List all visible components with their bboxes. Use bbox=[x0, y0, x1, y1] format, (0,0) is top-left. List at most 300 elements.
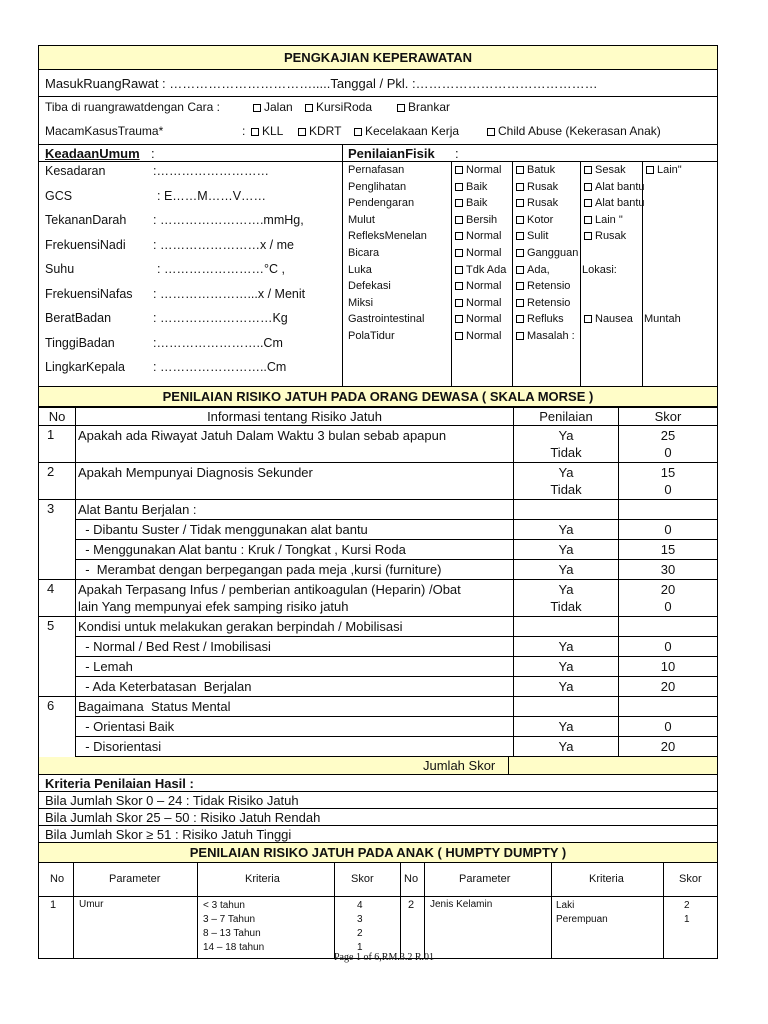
vital-label: TinggiBadan bbox=[45, 335, 115, 350]
morse-table bbox=[38, 407, 718, 757]
morse-title: PENILAIAN RISIKO JATUH PADA ORANG DEWASA ( SKALA MORSE ) bbox=[38, 387, 718, 407]
form-title: PENGKAJIAN KEPERAWATAN bbox=[38, 45, 718, 70]
morse-info bbox=[76, 677, 514, 697]
morse-no bbox=[39, 737, 76, 757]
keadaan-colon: : bbox=[151, 146, 155, 161]
humpty-kriteria-list bbox=[203, 899, 264, 955]
morse-row bbox=[39, 520, 718, 540]
morse-row bbox=[39, 657, 718, 677]
morse-penilaian[interactable] bbox=[514, 677, 619, 697]
vital-value-field[interactable]: : …………………….mmHg, bbox=[153, 213, 304, 227]
fisik-label: RefleksMenelan bbox=[348, 230, 427, 243]
fisik-option-label: Retensio bbox=[527, 296, 571, 309]
morse-skor bbox=[619, 463, 718, 500]
morse-row bbox=[39, 426, 718, 463]
morse-penilaian-option: Tidak bbox=[550, 599, 582, 614]
morse-penilaian-option bbox=[515, 501, 617, 518]
arrival-option-kursiroda[interactable]: KursiRoda bbox=[303, 100, 372, 114]
vital-value-field[interactable]: :……………………..Cm bbox=[153, 335, 283, 350]
humpty-kriteria2-list bbox=[556, 899, 608, 927]
fisik-option-c bbox=[582, 264, 617, 276]
fisik-option-a[interactable] bbox=[453, 181, 487, 193]
admission-row bbox=[38, 70, 718, 97]
vital-label: GCS bbox=[45, 188, 73, 203]
kriteria-line: Bila Jumlah Skor 25 – 50 : Risiko Jatuh Rendah bbox=[45, 810, 321, 825]
humpty-header-no: No bbox=[50, 873, 65, 885]
morse-info bbox=[76, 500, 514, 520]
morse-info-line: - Disorientasi bbox=[78, 739, 162, 754]
humpty-skor2-list bbox=[684, 899, 690, 927]
morse-penilaian[interactable] bbox=[514, 560, 619, 580]
checkbox-icon bbox=[516, 166, 524, 174]
morse-penilaian[interactable] bbox=[514, 520, 619, 540]
humpty-list-item: 3 – 7 Tahun bbox=[203, 914, 256, 925]
morse-penilaian[interactable] bbox=[514, 697, 619, 717]
morse-skor bbox=[619, 540, 718, 560]
fisik-option-label: Normal bbox=[466, 247, 502, 259]
trauma-option-kdrt[interactable]: KDRT bbox=[296, 124, 341, 138]
vital-label: Kesadaran bbox=[45, 164, 106, 178]
fisik-option-c[interactable] bbox=[582, 214, 623, 226]
morse-penilaian[interactable] bbox=[514, 540, 619, 560]
morse-info-line: Apakah Terpasang Infus / pemberian antikoagulan (Heparin) /Obat bbox=[78, 582, 461, 597]
fisik-option-label: Rusak bbox=[527, 197, 559, 210]
morse-penilaian-option: Ya bbox=[558, 639, 574, 654]
kriteria-heading: Kriteria Penilaian Hasil : bbox=[45, 776, 194, 791]
morse-penilaian-option: Ya bbox=[558, 428, 574, 443]
morse-penilaian-option: Ya bbox=[558, 582, 574, 597]
vital-label: BeratBadan bbox=[45, 311, 112, 325]
vital-value-field[interactable]: :……………………… bbox=[153, 164, 269, 178]
checkbox-icon bbox=[516, 299, 524, 307]
humpty-header-parameter2: Parameter bbox=[459, 873, 511, 885]
checkbox-icon bbox=[516, 266, 524, 274]
humpty-header-parameter: Parameter bbox=[109, 873, 161, 885]
checkbox-icon bbox=[455, 266, 463, 274]
morse-penilaian-option: Ya bbox=[558, 719, 574, 734]
morse-info-line bbox=[78, 444, 512, 461]
humpty-no2: 2 bbox=[408, 899, 415, 911]
humpty-list-item: 2 bbox=[357, 928, 363, 939]
penilaian-fisik-heading: PenilaianFisik bbox=[348, 146, 435, 161]
morse-skor bbox=[619, 617, 718, 637]
jumlah-skor-label: Jumlah Skor bbox=[423, 758, 496, 773]
morse-row bbox=[39, 540, 718, 560]
fisik-option-label: Muntah bbox=[644, 313, 681, 326]
morse-penilaian-option: Ya bbox=[558, 465, 574, 480]
humpty-header-skor2: Skor bbox=[679, 873, 702, 885]
fisik-option-d bbox=[644, 313, 681, 325]
morse-no bbox=[39, 540, 76, 560]
fisik-option-label: Lain " bbox=[595, 213, 623, 226]
morse-skor bbox=[619, 657, 718, 677]
fisik-option-c[interactable] bbox=[582, 197, 645, 209]
fisik-option-label: Gangguan bbox=[527, 247, 579, 259]
morse-no bbox=[39, 717, 76, 737]
checkbox-icon bbox=[584, 232, 592, 240]
checkbox-icon bbox=[516, 282, 524, 290]
morse-penilaian[interactable] bbox=[514, 717, 619, 737]
morse-info-line: Alat Bantu Berjalan : bbox=[78, 502, 197, 517]
morse-penilaian-option: Tidak bbox=[550, 482, 582, 497]
morse-skor-value: 20 bbox=[660, 679, 676, 694]
kriteria-row-3 bbox=[38, 826, 718, 843]
checkbox-icon bbox=[305, 104, 313, 112]
vital-label: LingkarKepala bbox=[45, 360, 125, 374]
morse-no: 1 bbox=[39, 426, 76, 463]
checkbox-icon bbox=[516, 199, 524, 207]
morse-row bbox=[39, 463, 718, 500]
morse-skor-value: 25 bbox=[660, 428, 676, 443]
morse-info-line: - Normal / Bed Rest / Imobilisasi bbox=[78, 639, 271, 654]
morse-skor-value: 0 bbox=[664, 482, 672, 497]
humpty-list-item: Laki bbox=[556, 900, 575, 911]
fisik-option-a[interactable] bbox=[453, 247, 501, 259]
vital-value-field[interactable]: : ……………………..Cm bbox=[153, 360, 287, 374]
morse-info bbox=[76, 657, 514, 677]
fisik-option-label: Bersih bbox=[466, 213, 498, 226]
morse-skor-value: 30 bbox=[660, 562, 676, 577]
humpty-skor-list bbox=[357, 899, 363, 955]
fisik-colon: : bbox=[455, 146, 459, 161]
morse-penilaian[interactable] bbox=[514, 500, 619, 520]
morse-penilaian-option: Tidak bbox=[550, 445, 582, 460]
checkbox-icon bbox=[397, 104, 405, 112]
morse-skor-value: 0 bbox=[664, 445, 672, 460]
humpty-header-kriteria: Kriteria bbox=[245, 873, 280, 885]
fisik-label: PolaTidur bbox=[348, 330, 395, 342]
checkbox-icon bbox=[584, 216, 592, 224]
fisik-option-label: Sesak bbox=[595, 164, 626, 176]
fisik-label: Pernafasan bbox=[348, 164, 405, 176]
humpty-list-item: Perempuan bbox=[556, 914, 608, 925]
morse-no bbox=[39, 560, 76, 580]
morse-skor-value: 15 bbox=[660, 465, 676, 480]
checkbox-icon bbox=[646, 166, 654, 174]
morse-row bbox=[39, 617, 718, 637]
morse-info bbox=[76, 463, 514, 500]
fisik-option-a[interactable] bbox=[453, 330, 501, 342]
fisik-option-label: Normal bbox=[466, 280, 502, 293]
morse-info bbox=[76, 540, 514, 560]
morse-penilaian-option bbox=[515, 698, 617, 715]
vital-value-field[interactable]: : E……M……V…… bbox=[157, 188, 267, 203]
checkbox-icon bbox=[455, 166, 463, 174]
fisik-option-c[interactable] bbox=[582, 313, 633, 325]
humpty-data-row bbox=[38, 897, 718, 959]
kriteria-line: Bila Jumlah Skor ≥ 51 : Risiko Jatuh Tinggi bbox=[45, 827, 292, 842]
fisik-option-label: Ada, bbox=[527, 263, 550, 276]
morse-skor bbox=[619, 580, 718, 617]
checkbox-icon bbox=[584, 199, 592, 207]
checkbox-icon bbox=[584, 166, 592, 174]
fisik-option-label: Sulit bbox=[527, 230, 549, 243]
fisik-option-label: Masalah : bbox=[527, 330, 575, 342]
fisik-option-b[interactable] bbox=[514, 164, 555, 176]
fisik-option-a[interactable] bbox=[453, 297, 501, 309]
morse-skor-value: 20 bbox=[660, 582, 676, 597]
vital-label: TekananDarah bbox=[45, 213, 127, 227]
morse-row bbox=[39, 677, 718, 697]
fisik-option-b[interactable] bbox=[514, 264, 550, 276]
fisik-option-label: Normal bbox=[466, 330, 502, 342]
fisik-option-label: Lokasi: bbox=[582, 263, 617, 276]
trauma-option-kecelakaan[interactable]: Kecelakaan Kerja bbox=[352, 124, 459, 138]
trauma-option-child-abuse[interactable]: Child Abuse (Kekerasan Anak) bbox=[485, 124, 661, 138]
checkbox-icon bbox=[516, 232, 524, 240]
checkbox-icon bbox=[455, 299, 463, 307]
checkbox-icon bbox=[455, 332, 463, 340]
morse-penilaian-option: Ya bbox=[558, 522, 574, 537]
morse-skor-value: 0 bbox=[664, 522, 672, 537]
checkbox-icon bbox=[516, 183, 524, 191]
fisik-option-label: Alat bantu bbox=[595, 197, 645, 210]
fisik-option-label: Batuk bbox=[527, 164, 556, 176]
fisik-option-label: Normal bbox=[466, 230, 502, 243]
checkbox-icon bbox=[516, 332, 524, 340]
morse-penilaian-option: Ya bbox=[558, 659, 574, 674]
humpty-parameter: Umur bbox=[79, 899, 104, 910]
humpty-header-no2: No bbox=[404, 873, 419, 885]
morse-info bbox=[76, 737, 514, 757]
fisik-option-a[interactable] bbox=[453, 214, 497, 226]
checkbox-icon bbox=[584, 315, 592, 323]
jumlah-skor-row bbox=[38, 757, 718, 775]
fisik-option-c[interactable] bbox=[582, 181, 645, 193]
fisik-option-label: Rusak bbox=[527, 180, 559, 193]
vital-value-field[interactable]: : ………………………Kg bbox=[153, 311, 288, 325]
humpty-list-item: 8 – 13 Tahun bbox=[203, 928, 261, 939]
checkbox-icon bbox=[516, 315, 524, 323]
morse-no: 5 bbox=[39, 617, 76, 637]
checkbox-icon bbox=[455, 249, 463, 257]
morse-skor bbox=[619, 500, 718, 520]
vital-label: FrekuensiNadi bbox=[45, 237, 126, 252]
checkbox-icon bbox=[354, 128, 362, 136]
fisik-option-b[interactable] bbox=[514, 280, 570, 292]
kriteria-row-2 bbox=[38, 809, 718, 826]
checkbox-icon bbox=[455, 199, 463, 207]
morse-penilaian[interactable] bbox=[514, 426, 619, 463]
morse-row bbox=[39, 560, 718, 580]
fisik-option-a[interactable] bbox=[453, 313, 501, 325]
morse-penilaian-option: Ya bbox=[558, 542, 574, 557]
morse-penilaian[interactable] bbox=[514, 637, 619, 657]
fisik-option-label: Normal bbox=[466, 313, 502, 326]
morse-info-line: - Dibantu Suster / Tidak menggunakan alat bantu bbox=[78, 522, 368, 537]
humpty-no: 1 bbox=[50, 899, 57, 911]
morse-info-line: Apakah Mempunyai Diagnosis Sekunder bbox=[78, 465, 313, 480]
checkbox-icon bbox=[251, 128, 259, 136]
morse-info-line: - Menggunakan Alat bantu : Kruk / Tongkat , Kursi Roda bbox=[78, 542, 406, 557]
fisik-option-label: Alat bantu bbox=[595, 180, 645, 193]
fisik-label: Gastrointestinal bbox=[348, 313, 425, 326]
fisik-option-b[interactable] bbox=[514, 297, 570, 309]
morse-no bbox=[39, 657, 76, 677]
fisik-option-b[interactable] bbox=[514, 230, 548, 242]
morse-info-line: lain Yang mempunyai efek samping risiko jatuh bbox=[78, 599, 349, 614]
morse-row bbox=[39, 580, 718, 617]
fisik-option-b[interactable] bbox=[514, 197, 558, 209]
morse-skor-value: 0 bbox=[664, 639, 672, 654]
assessment-form bbox=[38, 45, 718, 959]
arrival-label: Tiba di ruangrawatdengan Cara : bbox=[45, 100, 220, 114]
humpty-list-item: 2 bbox=[684, 900, 690, 911]
morse-penilaian[interactable] bbox=[514, 463, 619, 500]
fisik-option-a[interactable] bbox=[453, 264, 506, 276]
kriteria-line: Bila Jumlah Skor 0 – 24 : Tidak Risiko Jatuh bbox=[45, 793, 299, 808]
morse-penilaian[interactable] bbox=[514, 737, 619, 757]
fisik-option-a[interactable] bbox=[453, 280, 501, 292]
morse-skor bbox=[619, 677, 718, 697]
vital-value-field[interactable]: : ……………………°C , bbox=[157, 262, 285, 276]
fisik-label: Mulut bbox=[348, 213, 375, 226]
fisik-option-a[interactable] bbox=[453, 197, 487, 209]
morse-info bbox=[76, 520, 514, 540]
morse-no: 4 bbox=[39, 580, 76, 617]
morse-penilaian-option: Ya bbox=[558, 562, 574, 577]
morse-penilaian[interactable] bbox=[514, 580, 619, 617]
morse-info-line: - Ada Keterbatasan Berjalan bbox=[78, 679, 252, 694]
fisik-label: Luka bbox=[348, 263, 372, 276]
humpty-parameter2: Jenis Kelamin bbox=[430, 899, 493, 910]
morse-no: 6 bbox=[39, 697, 76, 717]
morse-penilaian[interactable] bbox=[514, 617, 619, 637]
morse-skor bbox=[619, 637, 718, 657]
fisik-option-label: Baik bbox=[466, 180, 488, 193]
humpty-title: PENILAIAN RISIKO JATUH PADA ANAK ( HUMPTY DUMPTY ) bbox=[38, 843, 718, 863]
fisik-option-label: Retensio bbox=[527, 280, 571, 293]
fisik-option-c[interactable] bbox=[582, 164, 626, 176]
morse-info-line: - Orientasi Baik bbox=[78, 719, 175, 734]
vitals-section bbox=[38, 145, 718, 387]
morse-skor bbox=[619, 717, 718, 737]
humpty-list-item: 3 bbox=[357, 914, 363, 925]
checkbox-icon bbox=[455, 216, 463, 224]
fisik-label: Bicara bbox=[348, 247, 380, 259]
morse-no: 3 bbox=[39, 500, 76, 520]
humpty-list-item: < 3 tahun bbox=[203, 900, 245, 911]
morse-header-info: Informasi tentang Risiko Jatuh bbox=[76, 408, 514, 426]
kriteria-heading-row bbox=[38, 775, 718, 792]
morse-skor-value: 20 bbox=[660, 739, 676, 754]
morse-no bbox=[39, 520, 76, 540]
fisik-option-a[interactable] bbox=[453, 164, 501, 176]
morse-skor-value: 15 bbox=[660, 542, 676, 557]
morse-penilaian[interactable] bbox=[514, 657, 619, 677]
checkbox-icon bbox=[455, 232, 463, 240]
arrival-option-brankar[interactable]: Brankar bbox=[395, 100, 450, 114]
fisik-label: Pendengaran bbox=[348, 197, 415, 210]
morse-skor-value bbox=[620, 698, 716, 715]
morse-info bbox=[76, 580, 514, 617]
checkbox-icon bbox=[516, 216, 524, 224]
morse-info bbox=[76, 697, 514, 717]
morse-skor bbox=[619, 520, 718, 540]
morse-row bbox=[39, 500, 718, 520]
fisik-option-label: Rusak bbox=[595, 230, 627, 243]
morse-skor bbox=[619, 560, 718, 580]
kriteria-row-1 bbox=[38, 792, 718, 809]
morse-row bbox=[39, 697, 718, 717]
humpty-list-item: 4 bbox=[357, 900, 363, 911]
humpty-list-item: 14 – 18 tahun bbox=[203, 942, 265, 953]
morse-header-no: No bbox=[39, 408, 76, 426]
morse-no bbox=[39, 677, 76, 697]
fisik-option-label: Normal bbox=[466, 164, 502, 176]
morse-skor bbox=[619, 426, 718, 463]
vital-value-field[interactable]: : …………………...x / Menit bbox=[153, 286, 306, 301]
humpty-header-kriteria2: Kriteria bbox=[589, 873, 624, 885]
morse-row bbox=[39, 737, 718, 757]
morse-info-line bbox=[78, 481, 512, 498]
humpty-list-item: 1 bbox=[357, 942, 363, 953]
keadaan-umum-heading: KeadaanUmum bbox=[45, 146, 140, 161]
fisik-option-b[interactable] bbox=[514, 313, 564, 325]
checkbox-icon bbox=[253, 104, 261, 112]
fisik-option-label: Normal bbox=[466, 296, 502, 309]
morse-skor-value: 0 bbox=[664, 599, 672, 614]
morse-info-line: - Lemah bbox=[78, 659, 133, 674]
fisik-option-label: Lain" bbox=[657, 164, 682, 176]
morse-info-line: Apakah ada Riwayat Jatuh Dalam Waktu 3 bulan sebab apapun bbox=[78, 428, 447, 443]
morse-info-line: - Merambat dengan berpegangan pada meja ,kursi (furniture) bbox=[78, 562, 442, 577]
morse-skor-value: 0 bbox=[664, 719, 672, 734]
arrival-option-jalan[interactable]: Jalan bbox=[251, 100, 293, 114]
fisik-option-b[interactable] bbox=[514, 181, 558, 193]
fisik-option-c[interactable] bbox=[582, 230, 626, 242]
trauma-label: MacamKasusTrauma* bbox=[45, 124, 164, 138]
fisik-option-a[interactable] bbox=[453, 230, 501, 242]
morse-penilaian-option: Ya bbox=[558, 739, 574, 754]
fisik-option-b[interactable] bbox=[514, 214, 553, 226]
morse-info bbox=[76, 426, 514, 463]
fisik-label: Miksi bbox=[348, 296, 374, 309]
checkbox-icon bbox=[487, 128, 495, 136]
checkbox-icon bbox=[298, 128, 306, 136]
trauma-option-kll[interactable]: KLL bbox=[249, 124, 283, 138]
fisik-option-b[interactable] bbox=[514, 330, 575, 342]
checkbox-icon bbox=[584, 183, 592, 191]
arrival-row bbox=[38, 97, 718, 145]
morse-info bbox=[76, 717, 514, 737]
morse-penilaian-option bbox=[515, 618, 617, 635]
morse-info bbox=[76, 637, 514, 657]
checkbox-icon bbox=[455, 282, 463, 290]
morse-no bbox=[39, 637, 76, 657]
fisik-label: Penglihatan bbox=[348, 180, 407, 193]
fisik-option-d[interactable] bbox=[644, 164, 682, 176]
checkbox-icon bbox=[455, 315, 463, 323]
morse-skor-value bbox=[620, 618, 716, 635]
vital-value-field[interactable]: : ……………………x / me bbox=[153, 237, 294, 252]
checkbox-icon bbox=[455, 183, 463, 191]
fisik-option-label: Refluks bbox=[527, 313, 564, 326]
fisik-option-label: Baik bbox=[466, 197, 488, 210]
morse-info-line: Kondisi untuk melakukan gerakan berpindah / Mobilisasi bbox=[78, 619, 403, 634]
vital-label: FrekuensiNafas bbox=[45, 286, 133, 301]
morse-skor-value bbox=[620, 501, 716, 518]
trauma-colon: : bbox=[242, 124, 246, 138]
morse-skor bbox=[619, 697, 718, 717]
morse-header-skor: Skor bbox=[619, 408, 718, 426]
vital-label: Suhu bbox=[45, 262, 75, 276]
morse-info bbox=[76, 560, 514, 580]
page-footer: Page 1 of 6,RM.3.2 R.01 bbox=[334, 952, 434, 963]
fisik-option-b[interactable] bbox=[514, 247, 578, 259]
fisik-option-label: Tdk Ada bbox=[466, 263, 507, 276]
morse-penilaian-option: Ya bbox=[558, 679, 574, 694]
